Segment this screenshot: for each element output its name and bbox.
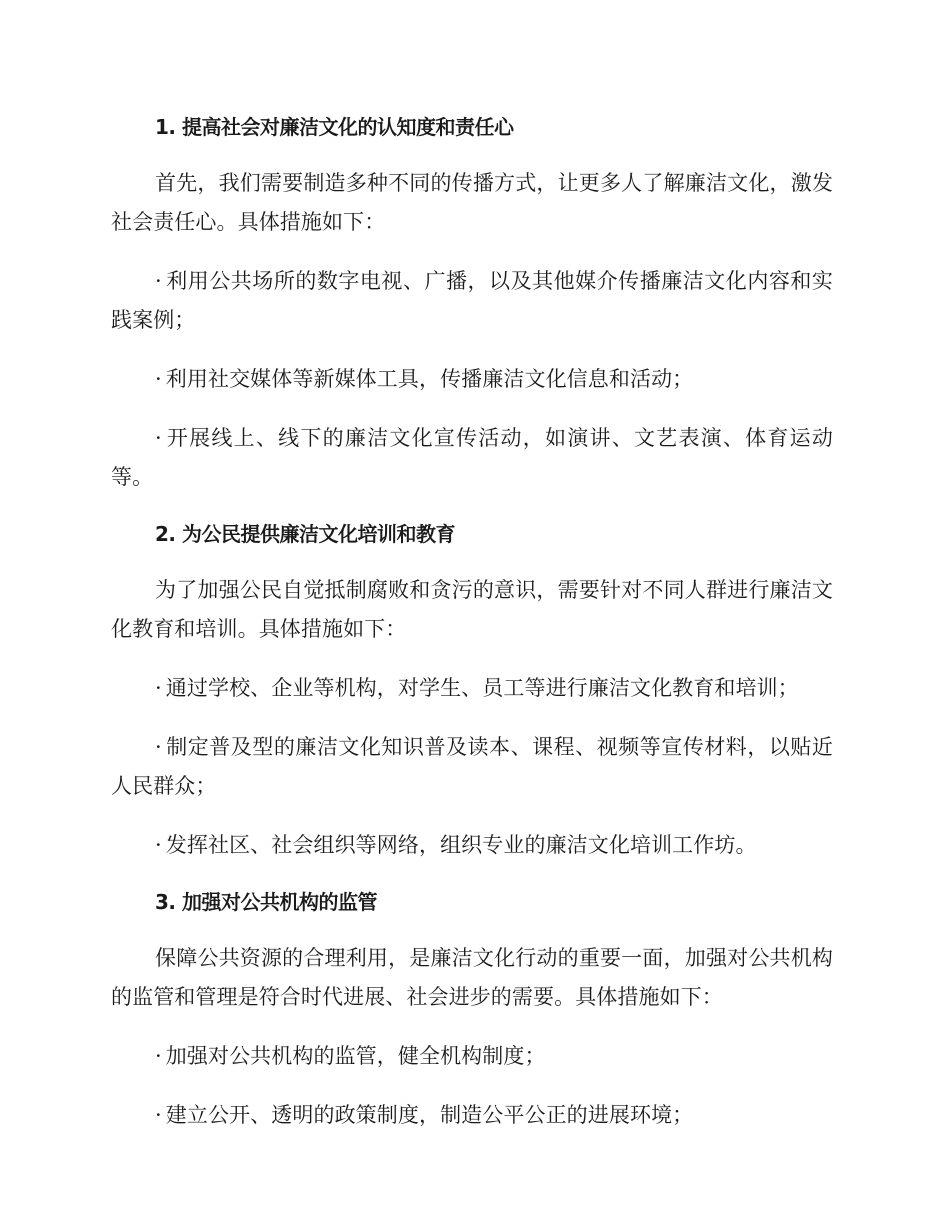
bullet-item [111, 360, 833, 399]
bullet-dot: · [155, 676, 162, 700]
bullet-item [111, 669, 833, 708]
bullet-item [111, 1037, 833, 1076]
bullet-item [111, 728, 833, 806]
bullet-text: 建立公开、透明的政策制度，制造公平公正的进展环境； [165, 1103, 694, 1127]
bullet-text: 加强对公共机构的监管，健全机构制度； [165, 1044, 546, 1068]
bullet-text: 制定普及型的廉洁文化知识普及读本、课程、视频等宣传材料，以贴近人民群众； [111, 735, 833, 798]
bullet-text: 利用社交媒体等新媒体工具，传播廉洁文化信息和活动； [165, 367, 694, 391]
section-heading: 1. 提高社会对廉洁文化的认知度和责任心 [155, 115, 514, 139]
bullet-item [111, 1096, 833, 1135]
bullet-text: 利用公共场所的数字电视、广播，以及其他媒介传播廉洁文化内容和实践案例； [111, 269, 833, 332]
section-intro: 首先，我们需要制造多种不同的传播方式，让更多人了解廉洁文化，激发社会责任心。具体措施如下： [111, 171, 833, 234]
bullet-dot: · [155, 1044, 162, 1068]
bullet-dot: · [155, 426, 162, 450]
section-heading: 3. 加强对公共机构的监管 [155, 890, 377, 914]
section-intro: 保障公共资源的合理利用，是廉洁文化行动的重要一面，加强对公共机构的监管和管理是符合时代进展、社会进步的需要。具体措施如下： [111, 946, 833, 1009]
section-intro: 为了加强公民自觉抵制腐败和贪污的意识，需要针对不同人群进行廉洁文化教育和培训。具体措施如下： [111, 578, 833, 641]
bullet-dot: · [155, 735, 162, 759]
bullet-text: 发挥社区、社会组织等网络，组织专业的廉洁文化培训工作坊。 [165, 833, 757, 857]
bullet-item [111, 419, 833, 497]
bullet-dot: · [155, 269, 162, 293]
section-heading: 2. 为公民提供廉洁文化培训和教育 [155, 522, 455, 546]
bullet-dot: · [155, 1103, 162, 1127]
bullet-text: 开展线上、线下的廉洁文化宣传活动，如演讲、文艺表演、体育运动等。 [111, 426, 833, 489]
bullet-item [111, 262, 833, 340]
document-body [111, 110, 833, 1155]
bullet-item [111, 826, 833, 865]
bullet-text: 通过学校、企业等机构，对学生、员工等进行廉洁文化教育和培训； [165, 676, 799, 700]
bullet-dot: · [155, 367, 162, 391]
bullet-dot: · [155, 833, 162, 857]
